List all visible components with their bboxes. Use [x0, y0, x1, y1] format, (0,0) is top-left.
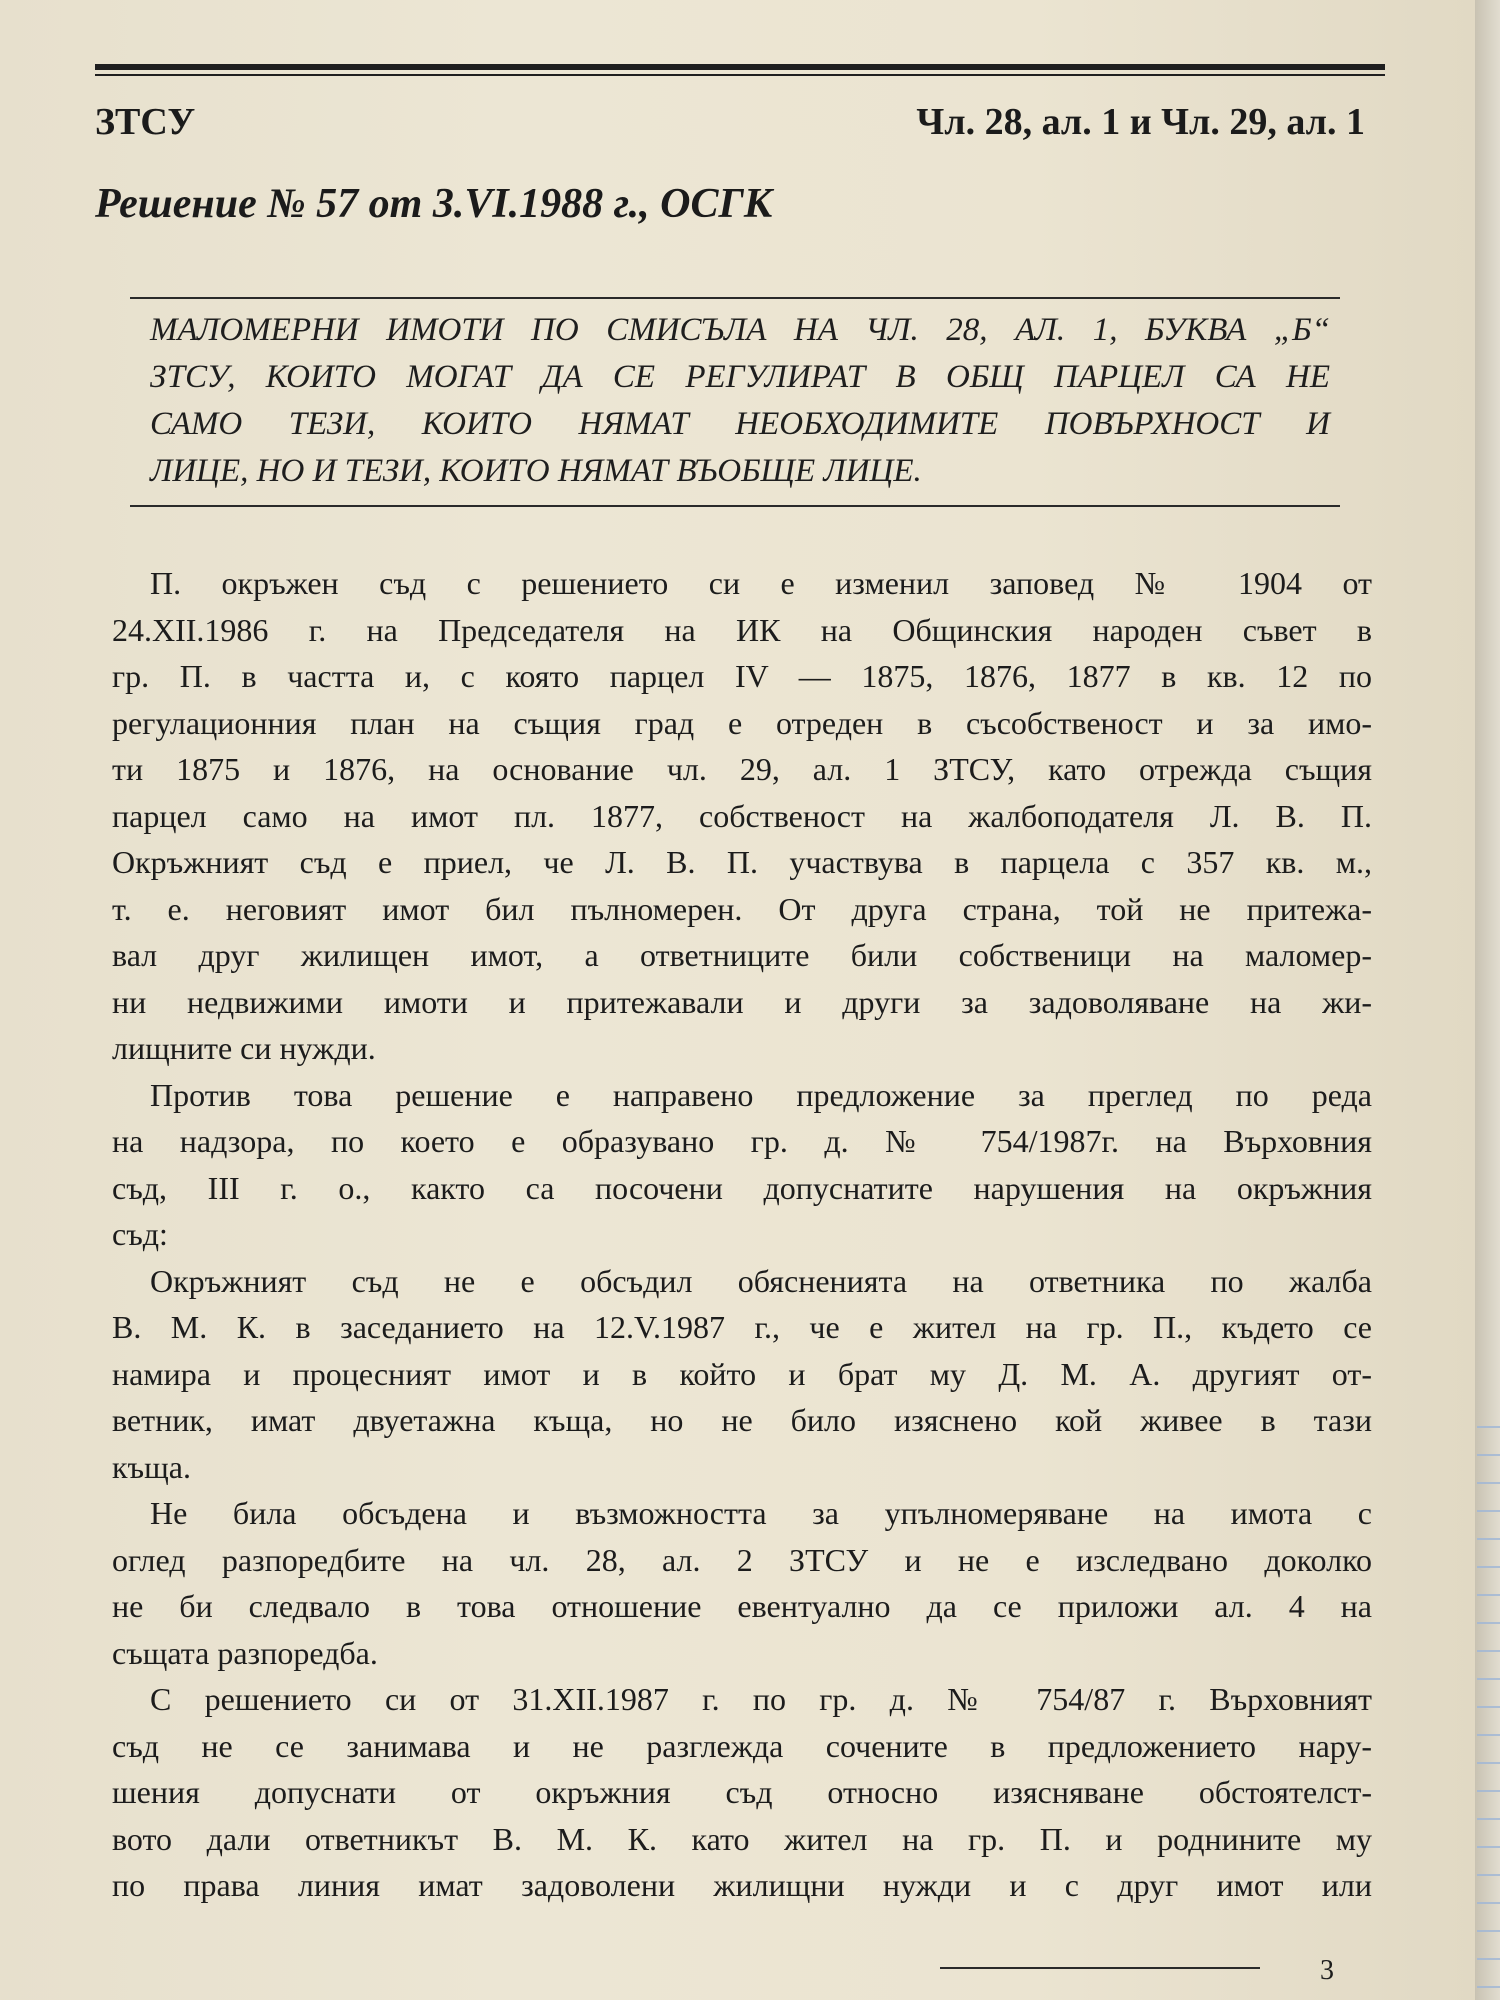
body-line: Окръжният съд не е обсъдил обясненията на ответника по жалба	[150, 1262, 1372, 1299]
body-line: оглед разпоредбите на чл. 28, ал. 2 ЗТСУ и не е изследвано доколко	[112, 1541, 1372, 1578]
body-line: шения допуснати от окръжния съд относно изясняване обстоятелст-	[112, 1774, 1372, 1810]
summary-rule-bottom	[130, 505, 1340, 507]
summary-line: ЛИЦЕ, НО И ТЕЗИ, КОИТО НЯМАТ ВЪОБЩЕ ЛИЦЕ.	[150, 453, 922, 489]
body-line: ни недвижими имоти и притежавали и други за задоволяване на жи-	[112, 983, 1372, 1020]
body-line: по права линия имат задоволени жилищни нужди и с друг имот или	[112, 1867, 1372, 1903]
body-line: Против това решение е направено предложение за преглед по реда	[150, 1076, 1372, 1113]
body-line: Не била обсъдена и възможността за упълномеряване на имота с	[150, 1495, 1372, 1531]
footer-rule	[940, 1967, 1260, 1969]
header-rule-thin	[95, 74, 1385, 76]
body-text	[112, 560, 1372, 1909]
body-line: П. окръжен съд с решението си е изменил заповед № 1904 от	[150, 565, 1372, 601]
summary-line: ЗТСУ, КОИТО МОГАТ ДА СЕ РЕГУЛИРАТ В ОБЩ ПАРЦЕЛ СА НЕ	[150, 359, 1330, 395]
body-line: лищните си нужди.	[112, 1030, 376, 1066]
summary-block	[150, 307, 1330, 495]
page-number: 3	[1320, 1955, 1334, 1986]
body-line: съд, III г. о., както са посочени допуснатите нарушения на окръжния	[112, 1169, 1372, 1206]
body-line: гр. П. в частта и, с която парцел IV — 1875, 1876, 1877 в кв. 12 по	[112, 658, 1372, 694]
article-reference: Чл. 28, ал. 1 и Чл. 29, ал. 1	[916, 101, 1365, 143]
body-line: ти 1875 и 1876, на основание чл. 29, ал. 1 ЗТСУ, като отрежда същия	[112, 751, 1372, 787]
header-rule-thick	[95, 64, 1385, 70]
body-line: вал друг жилищен имот, а ответниците били собственици на маломер-	[112, 937, 1372, 973]
decision-title: Решение № 57 от 3.VI.1988 г., ОСГК	[95, 181, 773, 227]
body-line: С решението си от 31.XII.1987 г. по гр. д. № 754/87 г. Върховният	[150, 1681, 1372, 1717]
notebook-lines-background	[1477, 1400, 1500, 2000]
body-line: същата разпоредба.	[112, 1634, 378, 1671]
body-line: ветник, имат двуетажна къща, но не било изяснено кой живее в тази	[112, 1402, 1372, 1438]
body-line: парцел само на имот пл. 1877, собственост на жалбоподателя Л. В. П.	[112, 797, 1372, 834]
body-line: на надзора, по което е образувано гр. д. № 754/1987г. на Върховния	[112, 1123, 1372, 1159]
summary-rule-top	[130, 297, 1340, 299]
body-line: 24.XII.1986 г. на Председателя на ИК на Общинския народен съвет в	[112, 611, 1372, 648]
body-line: съд не се занимава и не разглежда сочените в предложението нару-	[112, 1727, 1372, 1764]
summary-line: МАЛОМЕРНИ ИМОТИ ПО СМИСЪЛА НА ЧЛ. 28, АЛ. 1, БУКВА „Б“	[150, 312, 1330, 348]
body-line: В. М. К. в заседанието на 12.V.1987 г., че е жител на гр. П., където се	[112, 1309, 1372, 1345]
law-code: ЗТСУ	[95, 101, 196, 143]
body-line: намира и процесният имот и в който и брат му Д. М. А. другият от-	[112, 1355, 1372, 1392]
body-line: вото дали ответникът В. М. К. като жител на гр. П. и роднините му	[112, 1820, 1372, 1857]
body-line: Окръжният съд е приел, че Л. В. П. участвува в парцела с 357 кв. м.,	[112, 844, 1372, 880]
body-line: не би следвало в това отношение евентуално да се приложи ал. 4 на	[112, 1588, 1372, 1624]
body-line: съд:	[112, 1216, 168, 1252]
body-line: къща.	[112, 1448, 191, 1485]
summary-line: САМО ТЕЗИ, КОИТО НЯМАТ НЕОБХОДИМИТЕ ПОВЪРХНОСТ И	[150, 406, 1330, 442]
body-line: т. е. неговият имот бил пълномерен. От друга страна, той не притежа-	[112, 890, 1372, 927]
body-line: регулационния план на същия град е отреден в съсобственост и за имо-	[112, 704, 1372, 741]
